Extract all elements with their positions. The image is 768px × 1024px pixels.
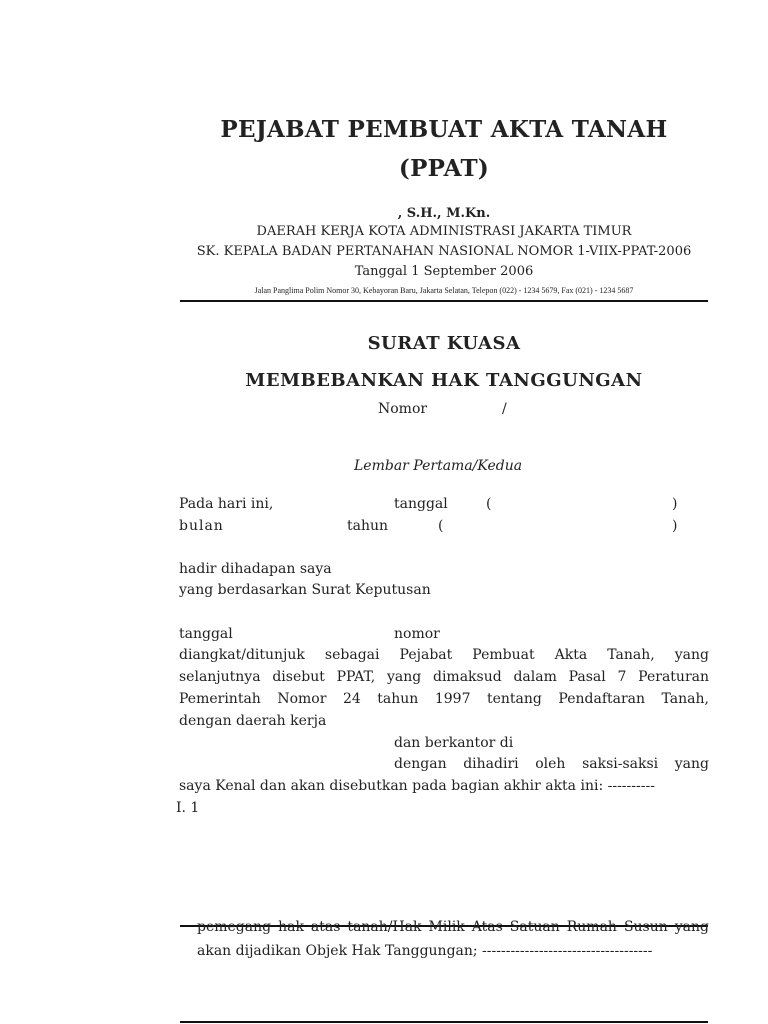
party-number: I. 1	[176, 800, 200, 816]
appearance-line: hadir dihadapan saya	[179, 561, 332, 577]
decree-date: Tanggal 1 September 2006	[354, 264, 534, 279]
witness-line-2: saya Kenal dan akan disebutkan pada bagian akhir akta ini: ----------	[179, 778, 655, 794]
date-close-paren: )	[672, 496, 678, 512]
paragraph-line-2: selanjutnya disebut PPAT, yang dimaksud dalam Pasal 7 Peraturan	[179, 669, 709, 685]
document-subtitle: MEMBEBANKAN HAK TANGGUNGAN	[245, 370, 643, 391]
year-close-paren: )	[672, 518, 678, 534]
holder-line: pemegang hak atas tanah/Hak Milik Atas Satuan Rumah Susun yang	[197, 919, 709, 935]
date-open-paren: (	[486, 496, 492, 512]
number-label: Nomor	[378, 401, 428, 417]
decree-basis-line: yang berdasarkan Surat Keputusan	[179, 582, 431, 598]
notary-name-line: , S.H., M.Kn.	[397, 206, 491, 221]
bottom-rule	[180, 1021, 708, 1023]
month-label: bulan	[179, 518, 224, 534]
paragraph-line-4: dengan daerah kerja	[179, 713, 327, 729]
work-region: DAERAH KERJA KOTA ADMINISTRASI JAKARTA TIMUR	[256, 224, 632, 239]
paragraph-line-1: diangkat/ditunjuk sebagai Pejabat Pembuat Akta Tanah, yang	[179, 647, 709, 663]
object-line: akan dijadikan Objek Hak Tanggungan; ------------------------------------	[197, 943, 653, 959]
office-location-label: dan berkantor di	[394, 735, 514, 751]
appointment-date-label: tanggal	[179, 626, 233, 642]
office-address: Jalan Panglima Polim Nomor 30, Kebayoran Baru, Jakarta Selatan, Telepon (022) - 1234 5679, Fax (021) - 1234 5687	[254, 286, 634, 295]
date-label: tanggal	[394, 496, 448, 512]
day-label: Pada hari ini,	[179, 496, 274, 512]
number-separator: /	[502, 401, 507, 417]
document-title: SURAT KUASA	[367, 333, 521, 354]
year-label: tahun	[347, 518, 389, 534]
office-abbreviation: (PPAT)	[398, 155, 490, 182]
appointment-number-label: nomor	[394, 626, 440, 642]
year-open-paren: (	[438, 518, 444, 534]
paragraph-line-3: Pemerintah Nomor 24 tahun 1997 tentang Pendaftaran Tanah,	[179, 691, 709, 707]
office-title: PEJABAT PEMBUAT AKTA TANAH	[220, 116, 668, 143]
header-divider	[180, 300, 708, 302]
decree-number: SK. KEPALA BADAN PERTANAHAN NASIONAL NOMOR 1-VIIX-PPAT-2006	[196, 244, 692, 259]
witness-line: dengan dihadiri oleh saksi-saksi yang	[394, 756, 709, 772]
sheet-label: Lembar Pertama/Kedua	[354, 458, 523, 474]
